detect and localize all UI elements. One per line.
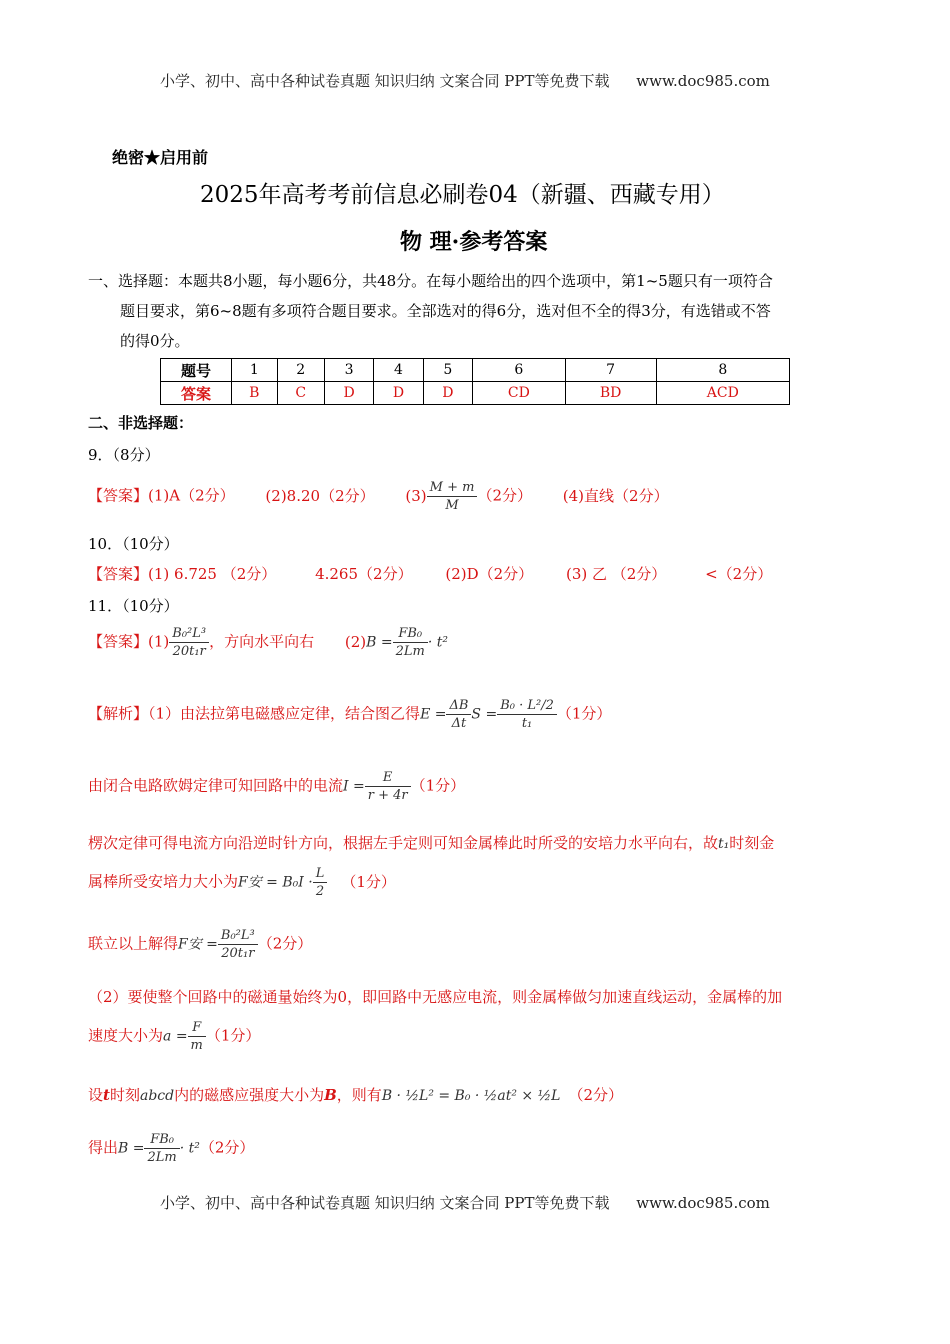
q10-part2: 4.265（2分） [315, 565, 413, 583]
q9-answer [88, 480, 669, 513]
analysis-line1 [88, 698, 611, 731]
document-subtitle: 物 理·参考答案 [400, 229, 548, 255]
section1-line3: 的得0分。 [120, 332, 190, 350]
section1-line1: 一、选择题：本题共8小题，每小题6分，共48分。在每小题给出的四个选项中，第1~5题只有一项符合 [88, 272, 773, 290]
q11-heading: 11．（10分） [88, 597, 179, 615]
answer-table [160, 358, 790, 405]
analysis-score: （2分） [199, 1138, 255, 1157]
answer-cell: D [374, 382, 423, 405]
analysis-score: （1分） [410, 776, 466, 795]
analysis-line7 [88, 1020, 260, 1053]
analysis-fraction-b0: $\frac{\text{B₀ · L²/2}}{\text{t₁}}$ [497, 698, 557, 731]
q9-part2: (2)8.20（2分） [265, 486, 375, 505]
number-cell: 7 [565, 359, 656, 382]
analysis-abcd: abcd [139, 1088, 175, 1104]
table-row-answers [161, 382, 790, 405]
analysis-score: （2分） [257, 934, 313, 953]
analysis-text: 时刻 [109, 1086, 140, 1104]
analysis-score: （1分） [341, 872, 396, 891]
header-site: www.doc985.com [636, 72, 770, 90]
q10-part4: (3) 乙 （2分） [565, 565, 667, 583]
analysis-text: 设 [88, 1086, 104, 1104]
analysis-line5 [88, 928, 312, 961]
analysis-score: （1分） [205, 1026, 261, 1045]
section2-heading: 二、非选择题： [88, 414, 194, 432]
q10-part5: <（2分） [705, 565, 773, 583]
q11-part2: (2) [344, 632, 367, 651]
page-footer [160, 1192, 770, 1213]
row-label-answer: 答案 [161, 382, 232, 405]
analysis-fraction-f-m: $\frac{F}{m}$ [188, 1020, 206, 1053]
answer-cell: D [324, 382, 373, 405]
analysis-text: 速度大小为 [88, 1026, 164, 1045]
analysis-score: （1分） [556, 704, 612, 723]
analysis-line9 [88, 1132, 254, 1165]
answer-cell: B [232, 382, 278, 405]
analysis-eq-t2: · t² [179, 1140, 200, 1157]
number-cell: 1 [232, 359, 278, 382]
q9-fraction: $\frac{M + m}{M}$ [427, 480, 478, 513]
q9-part4: (4)直线（2分） [562, 486, 669, 505]
document-title: 2025年高考考前信息必刷卷04（新疆、西藏专用） [200, 182, 725, 208]
answer-cell: BD [565, 382, 656, 405]
answer-cell: ACD [656, 382, 789, 405]
analysis-line4 [88, 866, 396, 899]
q10-answer [88, 563, 772, 584]
table-row-numbers [161, 359, 790, 382]
analysis-text: ，则有 [336, 1086, 382, 1104]
analysis-text: 得出 [88, 1138, 119, 1157]
analysis-line2 [88, 770, 465, 803]
analysis-eq-e: E = [420, 706, 447, 723]
q9-heading: 9．（8分） [88, 446, 160, 464]
analysis-line8 [88, 1084, 623, 1105]
row-label-number: 题号 [161, 359, 232, 382]
number-cell: 2 [277, 359, 324, 382]
answer-cell: CD [473, 382, 566, 405]
analysis-line3 [88, 832, 774, 853]
number-cell: 3 [324, 359, 373, 382]
analysis-fraction-current: $\frac{E}{r + 4r}$ [365, 770, 411, 803]
analysis-eq-a: a = [163, 1028, 188, 1045]
analysis-text: 由闭合电路欧姆定律可知回路中的电流 [88, 776, 344, 795]
number-cell: 6 [473, 359, 566, 382]
analysis-var-b: B [324, 1086, 337, 1104]
analysis-eq-force: F安 = B₀I · [238, 874, 313, 891]
footer-site: www.doc985.com [636, 1194, 770, 1212]
header-text: 小学、初中、高中各种试卷真题 知识归纳 文案合同 PPT等免费下载 [160, 72, 610, 90]
answer-tag: 【答案】 [88, 565, 149, 583]
q11-fraction1: $\frac{\text{B₀²L³}}{\text{20t₁r}}$ [169, 626, 209, 659]
answer-tag: 【答案】 [88, 486, 149, 505]
q11-part1: (1) [148, 632, 170, 651]
section1-line2: 题目要求，第6~8题有多项符合题目要求。全部选对的得6分，选对但不全的得3分，有选错或不答 [120, 302, 771, 320]
answer-cell: C [277, 382, 324, 405]
q11-answer [88, 626, 448, 659]
confidential-label: 绝密★启用前 [112, 148, 209, 167]
answer-cell: D [423, 382, 472, 405]
analysis-text: 属棒所受安培力大小为 [88, 872, 239, 891]
number-cell: 5 [423, 359, 472, 382]
analysis-t1: t₁ [718, 836, 730, 852]
analysis-eq-s: S = [471, 706, 498, 723]
analysis-score: （2分） [568, 1086, 624, 1104]
q11-direction: ，方向水平向右 [209, 632, 315, 651]
analysis-fraction-db-dt: $\frac{\Delta B}{\Delta t}$ [446, 698, 471, 731]
q9-part3-score: （2分） [477, 486, 532, 505]
q11-eq-lhs: B = [366, 634, 393, 651]
analysis-line6: （2）要使整个回路中的磁通量始终为0，即回路中无感应电流，则金属棒做匀加速直线运动，金属棒的加 [88, 988, 783, 1006]
q9-part1: (1)A（2分） [148, 486, 235, 505]
q10-part1: (1) 6.725 （2分） [148, 565, 277, 583]
analysis-eq-flux: B · ½L² = B₀ · ½at² × ½L [381, 1088, 561, 1104]
analysis-text: 内的磁感应强度大小为 [174, 1086, 325, 1104]
analysis-eq-force2: F安 = [178, 936, 218, 953]
q10-heading: 10．（10分） [88, 535, 179, 553]
analysis-eq-b: B = [118, 1140, 145, 1157]
analysis-fraction-result: $\frac{\text{B₀²L³}}{\text{20t₁r}}$ [218, 928, 258, 961]
footer-text: 小学、初中、高中各种试卷真题 知识归纳 文案合同 PPT等免费下载 [160, 1194, 610, 1212]
q10-part3: (2)D（2分） [445, 565, 534, 583]
analysis-eq-i: I = [343, 778, 365, 795]
number-cell: 8 [656, 359, 789, 382]
analysis-tag: 【解析】 [88, 704, 149, 723]
analysis-fraction-l2: $\frac{L}{2}$ [313, 866, 328, 899]
q9-part3: (3) [405, 486, 427, 505]
analysis-var-t: t [103, 1086, 110, 1104]
analysis-text: 楞次定律可得电流方向沿逆时针方向，根据左手定则可知金属棒此时所受的安培力水平向右，故 [88, 834, 719, 852]
q11-eq-rhs: · t² [427, 634, 448, 651]
analysis-text: 联立以上解得 [88, 934, 179, 953]
analysis-fraction-final: $\frac{\text{FB₀}}{2Lm}$ [144, 1132, 179, 1165]
analysis-text: 时刻金 [729, 834, 775, 852]
q11-fraction2: $\frac{\text{FB₀}}{2Lm}$ [393, 626, 428, 659]
analysis-text: （1）由法拉第电磁感应定律，结合图乙得 [148, 704, 421, 723]
number-cell: 4 [374, 359, 423, 382]
answer-tag: 【答案】 [88, 632, 149, 651]
page-header [160, 70, 770, 91]
